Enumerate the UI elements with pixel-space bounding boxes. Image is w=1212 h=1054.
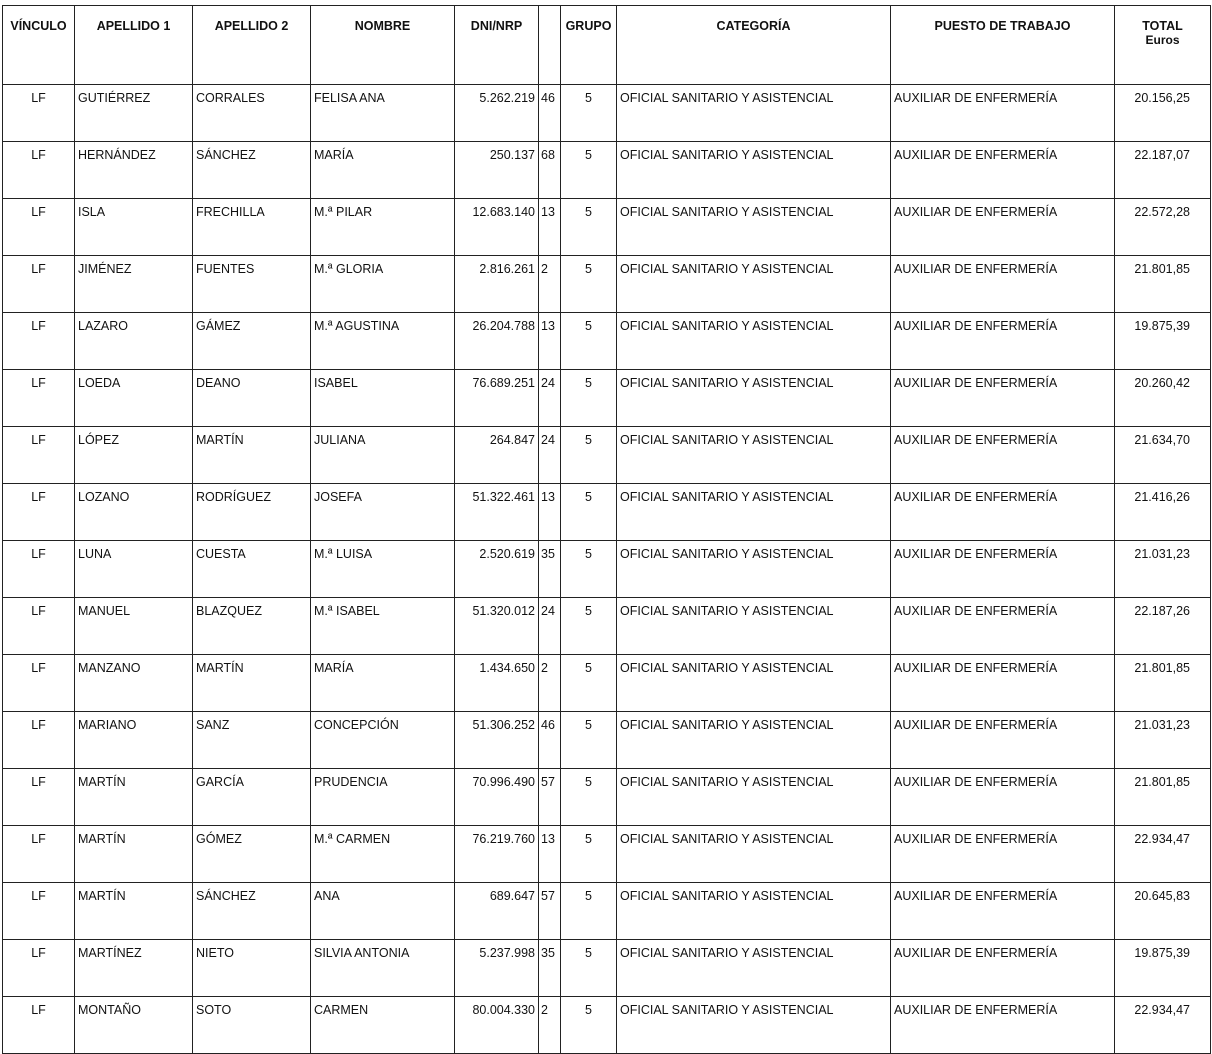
cell-apellido-1: MONTAÑO (75, 997, 193, 1054)
cell-apellido-2: BLAZQUEZ (193, 598, 311, 655)
cell-apellido-2: NIETO (193, 940, 311, 997)
header-row (3, 6, 1211, 85)
cell-apellido-1: MANZANO (75, 655, 193, 712)
cell-nombre: FELISA ANA (311, 85, 455, 142)
cell-puesto: AUXILIAR DE ENFERMERÍA (891, 769, 1115, 826)
cell-puesto: AUXILIAR DE ENFERMERÍA (891, 997, 1115, 1054)
cell-nombre: ISABEL (311, 370, 455, 427)
cell-apellido-1: MARTÍN (75, 769, 193, 826)
cell-total: 21.031,23 (1115, 541, 1211, 598)
cell-apellido-1: MARTÍN (75, 826, 193, 883)
table-row (3, 997, 1211, 1054)
cell-dni: 76.219.760 (455, 826, 539, 883)
cell-dni: 76.689.251 (455, 370, 539, 427)
table-row (3, 712, 1211, 769)
cell-grupo: 5 (561, 940, 617, 997)
cell-total: 20.645,83 (1115, 883, 1211, 940)
cell-nombre: CONCEPCIÓN (311, 712, 455, 769)
cell-apellido-2: GARCÍA (193, 769, 311, 826)
cell-categoria: OFICIAL SANITARIO Y ASISTENCIAL (617, 142, 891, 199)
cell-apellido-1: MARIANO (75, 712, 193, 769)
cell-dni: 5.262.219 (455, 85, 539, 142)
header-total-label: TOTAL (1142, 19, 1183, 33)
cell-vinculo: LF (3, 940, 75, 997)
cell-dni: 2.520.619 (455, 541, 539, 598)
cell-total: 21.801,85 (1115, 655, 1211, 712)
table-row (3, 85, 1211, 142)
cell-total: 20.156,25 (1115, 85, 1211, 142)
cell-apellido-2: MARTÍN (193, 655, 311, 712)
cell-nombre: M.ª AGUSTINA (311, 313, 455, 370)
cell-nrp: 2 (539, 256, 561, 313)
cell-categoria: OFICIAL SANITARIO Y ASISTENCIAL (617, 769, 891, 826)
cell-total: 22.572,28 (1115, 199, 1211, 256)
cell-vinculo: LF (3, 541, 75, 598)
cell-grupo: 5 (561, 541, 617, 598)
cell-puesto: AUXILIAR DE ENFERMERÍA (891, 541, 1115, 598)
cell-puesto: AUXILIAR DE ENFERMERÍA (891, 256, 1115, 313)
cell-puesto: AUXILIAR DE ENFERMERÍA (891, 598, 1115, 655)
cell-total: 21.031,23 (1115, 712, 1211, 769)
cell-dni: 51.320.012 (455, 598, 539, 655)
cell-categoria: OFICIAL SANITARIO Y ASISTENCIAL (617, 712, 891, 769)
cell-grupo: 5 (561, 598, 617, 655)
cell-dni: 264.847 (455, 427, 539, 484)
cell-nombre: M.ª PILAR (311, 199, 455, 256)
cell-total: 19.875,39 (1115, 313, 1211, 370)
table-row (3, 313, 1211, 370)
cell-grupo: 5 (561, 199, 617, 256)
cell-dni: 26.204.788 (455, 313, 539, 370)
table-row (3, 940, 1211, 997)
table-row (3, 370, 1211, 427)
cell-categoria: OFICIAL SANITARIO Y ASISTENCIAL (617, 427, 891, 484)
cell-vinculo: LF (3, 598, 75, 655)
table-body (3, 85, 1211, 1054)
cell-total: 22.934,47 (1115, 997, 1211, 1054)
cell-nrp: 13 (539, 826, 561, 883)
cell-apellido-2: DEANO (193, 370, 311, 427)
cell-apellido-1: MARTÍNEZ (75, 940, 193, 997)
cell-categoria: OFICIAL SANITARIO Y ASISTENCIAL (617, 85, 891, 142)
cell-categoria: OFICIAL SANITARIO Y ASISTENCIAL (617, 484, 891, 541)
cell-nrp: 35 (539, 541, 561, 598)
cell-nrp: 57 (539, 883, 561, 940)
cell-categoria: OFICIAL SANITARIO Y ASISTENCIAL (617, 940, 891, 997)
cell-nrp: 24 (539, 598, 561, 655)
cell-nombre: PRUDENCIA (311, 769, 455, 826)
table-row (3, 769, 1211, 826)
table-row (3, 199, 1211, 256)
cell-puesto: AUXILIAR DE ENFERMERÍA (891, 655, 1115, 712)
cell-apellido-1: MARTÍN (75, 883, 193, 940)
cell-vinculo: LF (3, 769, 75, 826)
table-row (3, 826, 1211, 883)
cell-apellido-2: FRECHILLA (193, 199, 311, 256)
cell-nrp: 2 (539, 997, 561, 1054)
cell-nrp: 68 (539, 142, 561, 199)
table-row (3, 484, 1211, 541)
cell-dni: 5.237.998 (455, 940, 539, 997)
cell-grupo: 5 (561, 142, 617, 199)
cell-nombre: M.ª GLORIA (311, 256, 455, 313)
cell-nombre: MARÍA (311, 655, 455, 712)
cell-puesto: AUXILIAR DE ENFERMERÍA (891, 313, 1115, 370)
cell-puesto: AUXILIAR DE ENFERMERÍA (891, 427, 1115, 484)
header-vinculo: VÍNCULO (3, 6, 75, 85)
cell-grupo: 5 (561, 313, 617, 370)
cell-vinculo: LF (3, 199, 75, 256)
cell-vinculo: LF (3, 370, 75, 427)
cell-grupo: 5 (561, 769, 617, 826)
cell-apellido-1: GUTIÉRREZ (75, 85, 193, 142)
cell-dni: 2.816.261 (455, 256, 539, 313)
cell-apellido-1: ISLA (75, 199, 193, 256)
cell-categoria: OFICIAL SANITARIO Y ASISTENCIAL (617, 256, 891, 313)
cell-nrp: 24 (539, 427, 561, 484)
cell-nrp: 13 (539, 313, 561, 370)
table-row (3, 655, 1211, 712)
cell-apellido-1: LOZANO (75, 484, 193, 541)
cell-vinculo: LF (3, 85, 75, 142)
cell-nombre: M.ª CARMEN (311, 826, 455, 883)
cell-grupo: 5 (561, 370, 617, 427)
cell-categoria: OFICIAL SANITARIO Y ASISTENCIAL (617, 541, 891, 598)
cell-vinculo: LF (3, 427, 75, 484)
table-row (3, 598, 1211, 655)
cell-nombre: ANA (311, 883, 455, 940)
cell-nombre: JOSEFA (311, 484, 455, 541)
cell-nrp: 57 (539, 769, 561, 826)
cell-vinculo: LF (3, 313, 75, 370)
cell-dni: 51.322.461 (455, 484, 539, 541)
cell-total: 21.801,85 (1115, 256, 1211, 313)
cell-total: 20.260,42 (1115, 370, 1211, 427)
header-apellido-2: APELLIDO 2 (193, 6, 311, 85)
header-dni: DNI/NRP (455, 6, 539, 85)
cell-nrp: 13 (539, 199, 561, 256)
cell-apellido-2: CORRALES (193, 85, 311, 142)
header-nombre: NOMBRE (311, 6, 455, 85)
cell-vinculo: LF (3, 142, 75, 199)
cell-apellido-1: LOEDA (75, 370, 193, 427)
staff-table (2, 5, 1211, 1054)
cell-apellido-1: LÓPEZ (75, 427, 193, 484)
cell-apellido-2: MARTÍN (193, 427, 311, 484)
cell-apellido-2: SÁNCHEZ (193, 142, 311, 199)
cell-total: 22.187,07 (1115, 142, 1211, 199)
cell-vinculo: LF (3, 655, 75, 712)
cell-puesto: AUXILIAR DE ENFERMERÍA (891, 85, 1115, 142)
cell-total: 21.634,70 (1115, 427, 1211, 484)
cell-dni: 1.434.650 (455, 655, 539, 712)
cell-nrp: 13 (539, 484, 561, 541)
cell-puesto: AUXILIAR DE ENFERMERÍA (891, 142, 1115, 199)
cell-grupo: 5 (561, 85, 617, 142)
cell-grupo: 5 (561, 484, 617, 541)
cell-puesto: AUXILIAR DE ENFERMERÍA (891, 370, 1115, 427)
cell-dni: 250.137 (455, 142, 539, 199)
header-apellido-1: APELLIDO 1 (75, 6, 193, 85)
cell-apellido-2: SÁNCHEZ (193, 883, 311, 940)
cell-categoria: OFICIAL SANITARIO Y ASISTENCIAL (617, 997, 891, 1054)
cell-apellido-2: SOTO (193, 997, 311, 1054)
cell-puesto: AUXILIAR DE ENFERMERÍA (891, 484, 1115, 541)
cell-vinculo: LF (3, 997, 75, 1054)
cell-apellido-1: LAZARO (75, 313, 193, 370)
cell-dni: 689.647 (455, 883, 539, 940)
cell-dni: 12.683.140 (455, 199, 539, 256)
cell-total: 21.801,85 (1115, 769, 1211, 826)
cell-vinculo: LF (3, 256, 75, 313)
cell-apellido-2: CUESTA (193, 541, 311, 598)
cell-grupo: 5 (561, 883, 617, 940)
cell-categoria: OFICIAL SANITARIO Y ASISTENCIAL (617, 826, 891, 883)
cell-dni: 70.996.490 (455, 769, 539, 826)
cell-apellido-1: JIMÉNEZ (75, 256, 193, 313)
cell-categoria: OFICIAL SANITARIO Y ASISTENCIAL (617, 655, 891, 712)
cell-nrp: 46 (539, 85, 561, 142)
header-total-unit: Euros (1145, 33, 1180, 47)
cell-puesto: AUXILIAR DE ENFERMERÍA (891, 199, 1115, 256)
cell-vinculo: LF (3, 826, 75, 883)
cell-grupo: 5 (561, 427, 617, 484)
cell-nrp: 35 (539, 940, 561, 997)
cell-categoria: OFICIAL SANITARIO Y ASISTENCIAL (617, 313, 891, 370)
cell-categoria: OFICIAL SANITARIO Y ASISTENCIAL (617, 199, 891, 256)
cell-puesto: AUXILIAR DE ENFERMERÍA (891, 712, 1115, 769)
cell-apellido-1: LUNA (75, 541, 193, 598)
cell-grupo: 5 (561, 256, 617, 313)
header-nrp (539, 6, 561, 85)
cell-vinculo: LF (3, 484, 75, 541)
cell-puesto: AUXILIAR DE ENFERMERÍA (891, 826, 1115, 883)
cell-nombre: M.ª ISABEL (311, 598, 455, 655)
cell-categoria: OFICIAL SANITARIO Y ASISTENCIAL (617, 883, 891, 940)
cell-puesto: AUXILIAR DE ENFERMERÍA (891, 883, 1115, 940)
cell-total: 22.187,26 (1115, 598, 1211, 655)
cell-vinculo: LF (3, 883, 75, 940)
cell-apellido-2: FUENTES (193, 256, 311, 313)
cell-categoria: OFICIAL SANITARIO Y ASISTENCIAL (617, 370, 891, 427)
cell-grupo: 5 (561, 997, 617, 1054)
cell-puesto: AUXILIAR DE ENFERMERÍA (891, 940, 1115, 997)
cell-dni: 80.004.330 (455, 997, 539, 1054)
cell-apellido-1: HERNÁNDEZ (75, 142, 193, 199)
header-categoria: CATEGORÍA (617, 6, 891, 85)
header-puesto: PUESTO DE TRABAJO (891, 6, 1115, 85)
cell-apellido-2: GÓMEZ (193, 826, 311, 883)
table-header (3, 6, 1211, 85)
cell-grupo: 5 (561, 655, 617, 712)
cell-grupo: 5 (561, 712, 617, 769)
cell-apellido-2: SANZ (193, 712, 311, 769)
cell-total: 21.416,26 (1115, 484, 1211, 541)
cell-categoria: OFICIAL SANITARIO Y ASISTENCIAL (617, 598, 891, 655)
cell-dni: 51.306.252 (455, 712, 539, 769)
table-row (3, 541, 1211, 598)
cell-total: 19.875,39 (1115, 940, 1211, 997)
cell-nombre: JULIANA (311, 427, 455, 484)
cell-nrp: 24 (539, 370, 561, 427)
cell-nrp: 46 (539, 712, 561, 769)
cell-nombre: SILVIA ANTONIA (311, 940, 455, 997)
cell-grupo: 5 (561, 826, 617, 883)
cell-apellido-1: MANUEL (75, 598, 193, 655)
table-row (3, 427, 1211, 484)
table-row (3, 256, 1211, 313)
header-grupo: GRUPO (561, 6, 617, 85)
header-total (1115, 6, 1211, 85)
cell-nombre: MARÍA (311, 142, 455, 199)
cell-total: 22.934,47 (1115, 826, 1211, 883)
table-row (3, 142, 1211, 199)
table-row (3, 883, 1211, 940)
cell-apellido-2: RODRÍGUEZ (193, 484, 311, 541)
cell-nombre: M.ª LUISA (311, 541, 455, 598)
cell-nombre: CARMEN (311, 997, 455, 1054)
cell-apellido-2: GÁMEZ (193, 313, 311, 370)
cell-vinculo: LF (3, 712, 75, 769)
cell-nrp: 2 (539, 655, 561, 712)
